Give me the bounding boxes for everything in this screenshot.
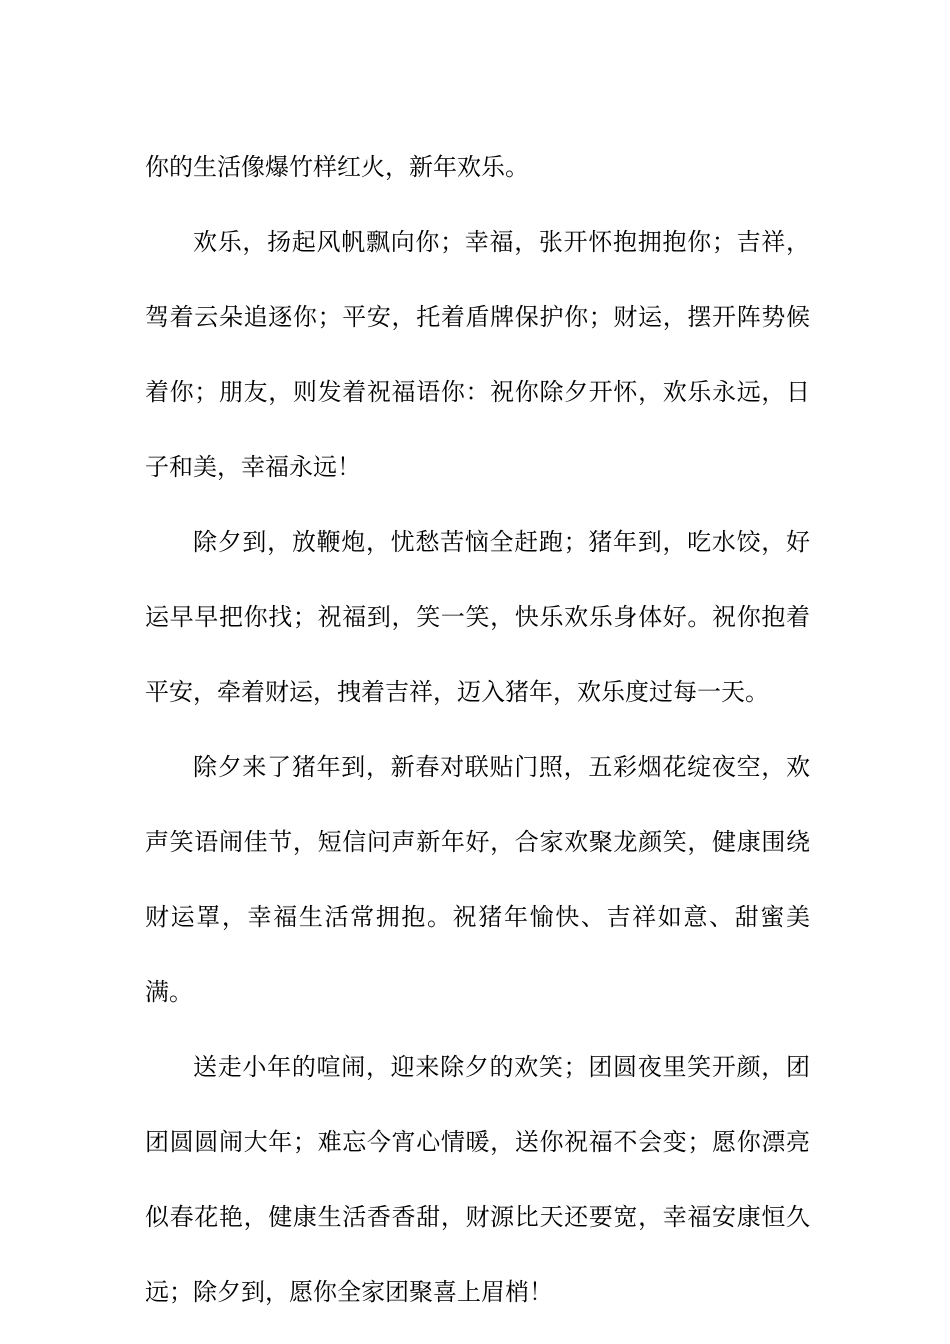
paragraph-4: 除夕来了猪年到，新春对联贴门照，五彩烟花绽夜空，欢声笑语闹佳节，短信问声新年好，合家欢聚龙颜笑，健康围绕财运罩，幸福生活常拥抱。祝猪年愉快、吉祥如意、甜蜜美满。 <box>145 753 810 1006</box>
paragraph-1: 你的生活像爆竹样红火，新年欢乐。 <box>145 153 529 181</box>
paragraph-2: 欢乐，扬起风帆飘向你；幸福，张开怀抱拥抱你；吉祥，驾着云朵追逐你；平安，托着盾牌保护你；财运，摆开阵势候着你；朋友，则发着祝福语你：祝你除夕开怀，欢乐永远，日子和美，幸福永远！ <box>145 228 810 481</box>
paragraph-3: 除夕到，放鞭炮，忧愁苦恼全赶跑；猪年到，吃水饺，好运早早把你找；祝福到，笑一笑，快乐欢乐身体好。祝你抱着平安，牵着财运，拽着吉祥，迈入猪年，欢乐度过每一天。 <box>145 528 810 706</box>
document-body <box>145 130 810 1330</box>
paragraph-5: 送走小年的喧闹，迎来除夕的欢笑；团圆夜里笑开颜，团团圆圆闹大年；难忘今宵心情暖，送你祝福不会变；愿你漂亮似春花艳，健康生活香香甜，财源比天还要宽，幸福安康恒久远；除夕到，愿你全家团聚喜上眉梢！ <box>145 1053 810 1306</box>
